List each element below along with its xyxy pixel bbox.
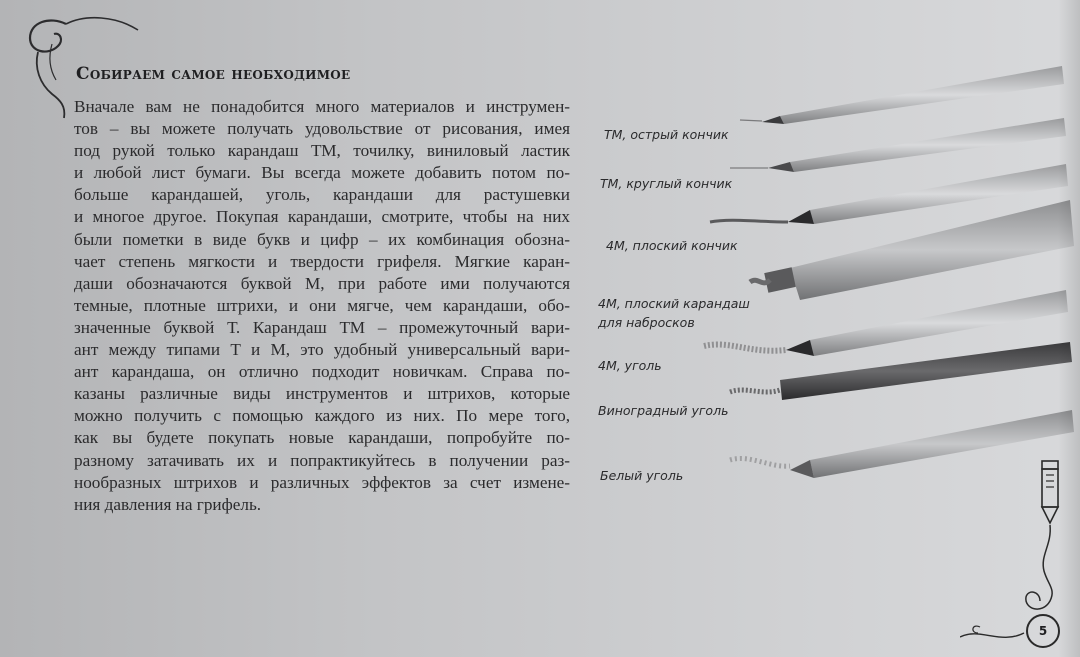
label-tm-sharp: ТМ, острый кончик: [604, 127, 729, 142]
body-line: Вначале вам не понадобится много материалов и инструмен-: [74, 97, 570, 116]
body-line: и многое другое. Покупая карандаши, смотрите, чтобы на них: [74, 207, 570, 227]
pencil-illustrations: [690, 50, 1080, 500]
pencil-tm-round: [730, 118, 1066, 172]
body-line: ант карандаша, он отлично подходит новичкам. Справа по-: [74, 362, 570, 382]
pencil-4m-charcoal: [704, 290, 1068, 356]
body-paragraph: [74, 96, 570, 516]
page-edge-shadow: [1058, 0, 1080, 657]
body-line: темные, плотные штрихи, и они мягче, чем карандаши, обо-: [74, 295, 570, 315]
body-line: ния давления на грифель.: [74, 494, 262, 514]
label-4m-sketch-line1: 4М, плоский карандаш: [598, 296, 750, 311]
body-line: нообразных штрихов и различных эффектов за счет измене-: [74, 472, 570, 492]
page-number: 5: [1026, 614, 1060, 648]
body-line: казаны различные виды инструментов и штрихов, которые: [74, 384, 570, 404]
label-4m-sketch-line2: для набросков: [598, 315, 695, 330]
body-line: разному затачивать их и попрактикуйтесь в получении раз-: [74, 450, 570, 470]
body-line: чает степень мягкости и твердости грифеля. Мягкие каран-: [74, 251, 570, 271]
body-line: значенные буквой Т. Карандаш ТМ – промежуточный вари-: [74, 317, 570, 337]
label-4m-flat: 4М, плоский кончик: [606, 238, 738, 253]
label-white-charcoal: Белый уголь: [600, 468, 684, 483]
label-tm-round: ТМ, круглый кончик: [600, 176, 733, 191]
body-line: под рукой только карандаш ТМ, точилку, виниловый ластик: [74, 141, 570, 161]
label-vine-charcoal: Виноградный уголь: [598, 403, 729, 418]
body-line: и любой лист бумаги. Вы всегда можете добавить потом по-: [74, 163, 570, 183]
page-title: Собираем самое необходимое: [76, 64, 351, 84]
pencil-tm-sharp: [740, 66, 1064, 124]
body-line: больше карандашей, уголь, карандаши для растушевки: [74, 185, 570, 205]
body-line: как вы будете покупать новые карандаши, попробуйте по-: [74, 428, 570, 448]
body-line: ант между типами Т и М, это удобный универсальный вари-: [74, 340, 570, 360]
label-4m-charcoal: 4М, уголь: [598, 358, 662, 373]
pencil-4m-sketch: [750, 200, 1074, 300]
body-line: можно получить с помощью каждого из них. По мере того,: [74, 406, 570, 426]
body-line: даши обозначаются буквой М, при работе ими получаются: [74, 273, 570, 293]
body-line: тов – вы можете получать удовольствие от рисования, имея: [74, 119, 570, 139]
body-line: были пометки в виде букв и цифр – их комбинация обозна-: [74, 229, 570, 249]
